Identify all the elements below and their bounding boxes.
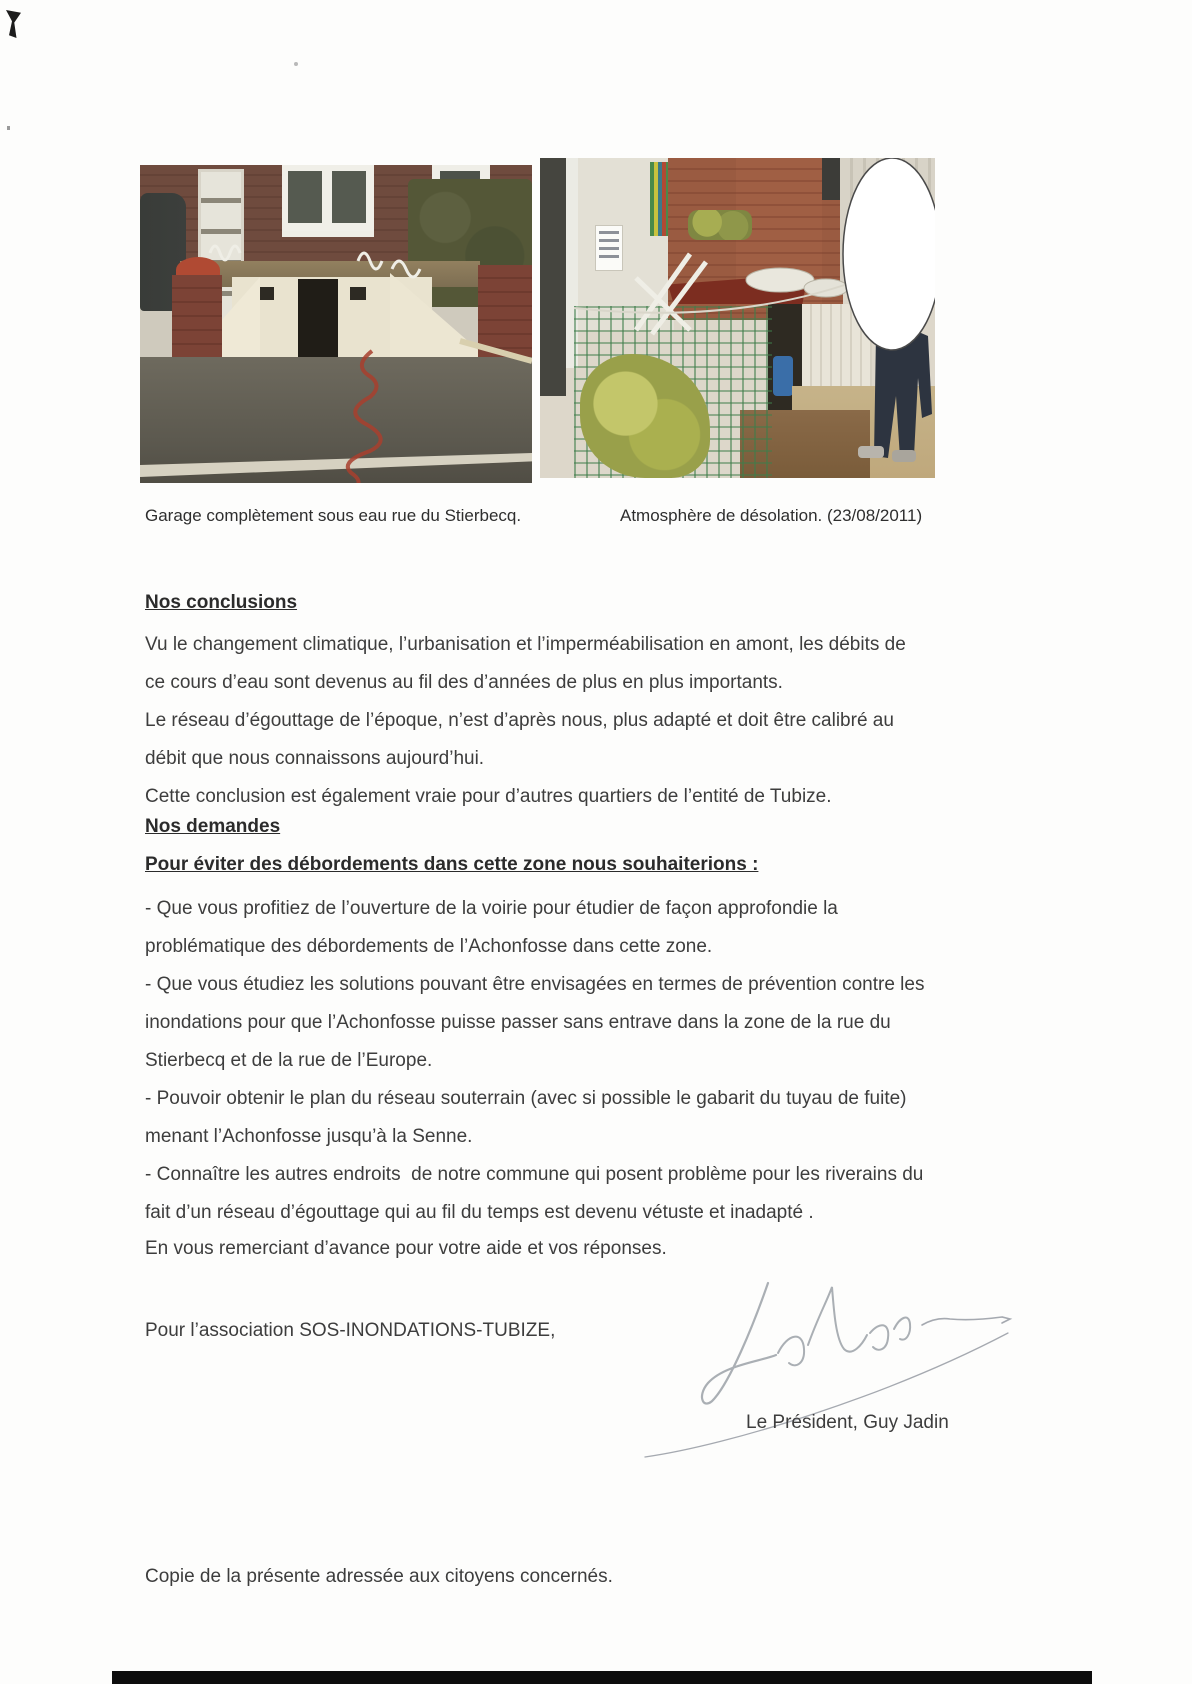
signatory-line: Le Président, Guy Jadin — [746, 1412, 949, 1433]
demandes-list — [145, 890, 924, 1232]
conclusions-heading: Nos conclusions — [145, 592, 298, 613]
copy-note-line: Copie de la présente adressée aux citoyens concernés. — [145, 1566, 613, 1587]
demandes-subheading: Pour éviter des débordements dans cette zone nous souhaiterions : — [145, 854, 759, 875]
text-line: - Que vous profitiez de l’ouverture de la voirie pour étudier de façon approfondie la — [145, 898, 838, 919]
text-line: problématique des débordements de l’Achonfosse dans cette zone. — [145, 936, 713, 957]
conclusions-paragraph — [145, 626, 906, 816]
text-line: menant l’Achonfosse jusqu’à la Senne. — [145, 1126, 473, 1147]
text-line: Stierbecq et de la rue de l’Europe. — [145, 1050, 433, 1071]
text-line: - Connaître les autres endroits de notre commune qui posent problème pour les riverains du — [145, 1164, 924, 1185]
left-photo-caption: Garage complètement sous eau rue du Stierbecq. — [145, 506, 522, 525]
text-line: fait d’un réseau d’égouttage qui au fil du temps est devenu vétuste et inadapté . — [145, 1202, 814, 1223]
desolation-photo — [540, 158, 935, 478]
text-line: Vu le changement climatique, l’urbanisation et l’imperméabilisation en amont, les débits de — [145, 634, 906, 655]
scan-speck — [7, 126, 10, 130]
flooded-garage-photo — [140, 165, 532, 483]
right-photo-caption: Atmosphère de désolation. (23/08/2011) — [620, 506, 923, 525]
demandes-heading: Nos demandes — [145, 816, 281, 837]
text-line: ce cours d’eau sont devenus au fil des d’années de plus en plus importants. — [145, 672, 783, 693]
text-line: Le réseau d’égouttage de l’époque, n’est d’après nous, plus adapté et doit être calibré au — [145, 710, 894, 731]
photo-detail-overlay — [140, 165, 532, 483]
scan-speck — [294, 62, 298, 66]
thanks-line: En vous remerciant d’avance pour votre aide et vos réponses. — [145, 1238, 667, 1259]
text-line: Cette conclusion est également vraie pour d’autres quartiers de l’entité de Tubize. — [145, 786, 832, 807]
handwritten-signature — [610, 1245, 1030, 1475]
photo-detail-overlay — [540, 158, 935, 478]
text-line: - Que vous étudiez les solutions pouvant être envisagées en termes de prévention contre les — [145, 974, 925, 995]
scan-edge-bar — [112, 1671, 1092, 1684]
scan-speck — [6, 10, 21, 38]
association-line: Pour l’association SOS-INONDATIONS-TUBIZE, — [145, 1320, 556, 1341]
text-line: inondations pour que l’Achonfosse puisse passer sans entrave dans la zone de la rue du — [145, 1012, 891, 1033]
text-line: débit que nous connaissons aujourd’hui. — [145, 748, 485, 769]
text-line: - Pouvoir obtenir le plan du réseau souterrain (avec si possible le gabarit du tuyau de fuite) — [145, 1088, 907, 1109]
